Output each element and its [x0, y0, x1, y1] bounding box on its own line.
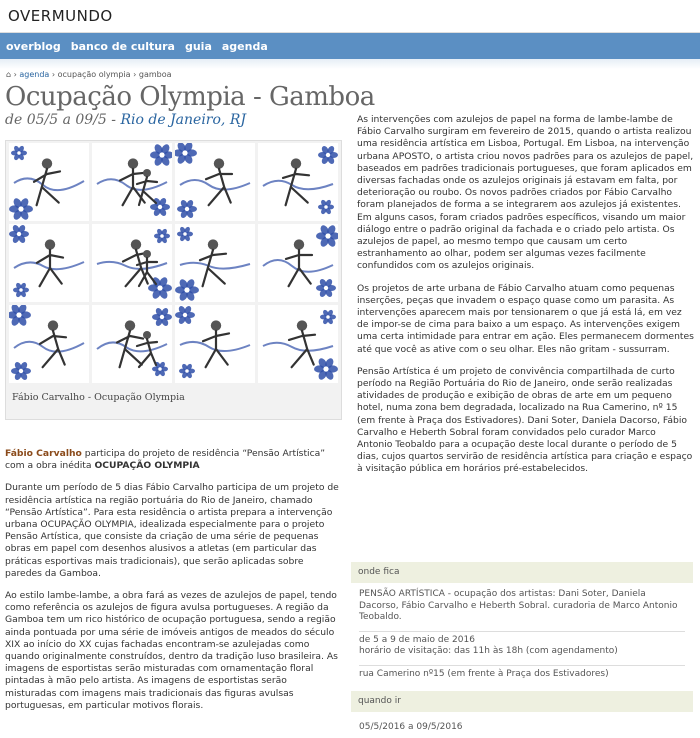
gallery-tile[interactable]: [258, 305, 338, 383]
gallery-tile[interactable]: [92, 305, 172, 383]
nav-agenda[interactable]: agenda: [221, 39, 268, 53]
date-separator: -: [111, 112, 117, 128]
venue-info: PENSÃO ARTÍSTICA - ocupação dos artistas: Dani Soter, Daniela Dacorso, Fábio Carvalho e Heberth Sobral. curadoria de Marco Antonio Teobaldo.: [359, 589, 678, 622]
nav-banco-de-cultura[interactable]: banco de cultura: [70, 39, 175, 53]
nav-overblog[interactable]: overblog: [6, 39, 61, 53]
right-paragraph-3: Pensão Artística é um projeto de convivência compartilhada de curto período na Região Portuária do Rio de Janeiro, onde serão realizadas atividades de produção e exibição de obras de arte em um pequeno hotel, numa zona bem degradada, localizado na Rua Camerino, nº 15 (em frente à Praça dos Estivadores). Dani Soter, Daniela Dacorso, Fábio Carvalho e Heberth Sobral foram convidados pelo curador Marco Antonio Teobaldo para a ocupação deste local durante o período de 5 dias, cujos quartos servirão de residência artística para criação e espaço à visitação pública em horários pré-estabelecidos.: [357, 365, 693, 475]
breadcrumb-gamboa[interactable]: gamboa: [138, 70, 172, 79]
breadcrumb-agenda[interactable]: agenda: [19, 70, 50, 79]
tile-artwork: [9, 224, 89, 302]
event-date-text: de 5 a 9 de maio de 2016: [359, 634, 475, 645]
gallery-tile[interactable]: [9, 224, 89, 302]
address[interactable]: rua Camerino nº15 (em frente à Praça dos Estivadores): [359, 668, 609, 679]
top-bar: [0, 0, 700, 33]
right-paragraph-2: Os projetos de arte urbana de Fábio Carvalho atuam como pequenas inserções, peças que invadem o espaço quase como um parasita. As intervenções aparecem mais por tensionarem o que já está lá, em vez de impor-se de cima para baixo a um espaço. As intervenções exigem uma certa intimidade para entrar em ação. Eles permanecem dormentes até que você as ative com o seu olhar. Eles não gritam - sussurram.: [357, 282, 694, 355]
event-dates: [5, 112, 246, 128]
right-paragraph-1: As intervenções com azulejos de papel na forma de lambe-lambe de Fábio Carvalho surgiram em fevereiro de 2015, quando o artista realizou uma residência artística em Lisboa, Portugal. Em Lisboa, na intervenção urbana APOSTO, o artista criou novos padrões para os azulejos de papel, baseados em padrões tradicionais portugueses, que foram aplicados em diversas fachadas onde os azulejos originais já estavam em falta, por deterioração ou roubo. Os novos padrões criados por Fábio Carvalho foram planejados de forma a se integrarem aos azulejos já existentes. Em alguns casos, foram criados padrões específicos, visando um maior diálogo entre o padrão original da fachada e o criado pelo artista. Os azulejos de papel, ao mesmo tempo que causam um certo estranhamento ao olhar, podem ser algumas vezes facilmente confundidos com os azulejos originais.: [357, 114, 694, 272]
work-title: OCUPAÇÃO OLYMPIA: [94, 460, 200, 472]
gallery-tile[interactable]: [258, 224, 338, 302]
gallery-tile[interactable]: [175, 143, 255, 221]
left-paragraph-1: Durante um período de 5 dias Fábio Carvalho participa de um projeto de residência artística na região portuária do Rio de Janeiro, chamado “Pensão Artística”. Para esta residência o artista prepara a intervenção urbana OCUPAÇÃO OLYMPIA, idealizada especialmente para o projeto Pensão Artística, que consiste da criação de uma série de pequenas obras em papel com desenhos alusivos a atletas (em particular das práticas esportivas mais tradicionais), que serão aplicadas sobre paredes da Gamboa.: [5, 482, 339, 579]
lead-paragraph: [5, 448, 341, 472]
gallery-caption: Fábio Carvalho - Ocupação Olympia: [12, 392, 185, 403]
tile-grid[interactable]: [8, 143, 339, 383]
tile-artwork: [92, 143, 172, 221]
gallery-tile[interactable]: [92, 224, 172, 302]
onde-fica-box: [351, 562, 693, 686]
home-icon[interactable]: ⌂: [6, 70, 12, 79]
gallery-tile[interactable]: [175, 305, 255, 383]
divider: [359, 631, 685, 632]
artist-link[interactable]: Fábio Carvalho: [5, 448, 82, 459]
tile-artwork: [9, 305, 89, 383]
description-left: [5, 448, 341, 722]
tile-artwork: [258, 224, 338, 302]
gallery-tile[interactable]: [9, 305, 89, 383]
quando-ir-heading: quando ir: [351, 691, 693, 712]
tile-artwork: [175, 224, 255, 302]
description-right: [357, 114, 694, 486]
breadcrumb: ⌂ › agenda › ocupação olympia › gamboa: [6, 70, 172, 79]
breadcrumb-ocupacao[interactable]: ocupação olympia: [57, 70, 131, 79]
onde-fica-heading: onde fica: [351, 562, 693, 583]
left-paragraph-2: Ao estilo lambe-lambe, a obra fará as vezes de azulejos de papel, tendo como referência os azulejos de figura avulsa portugueses. A região da Gamboa tem um rico histórico de ocupação portuguesa, sendo a região ainda pontuada por uma série de imóveis antigos de meados do século XIX ao início do XX cujas fachadas encontram-se azulejadas como quando originalmente construídos, dentro da tradição luso brasileira. As imagens de esportistas serão misturadas com ornamentação floral pintadas à mão pelo artista. As imagens de esportistas serão misturadas com imagens mais tradicionais das figuras avulsas portuguesas, em particular motivos florais.: [5, 590, 338, 711]
gallery-tile[interactable]: [92, 143, 172, 221]
city-link[interactable]: Rio de Janeiro, RJ: [120, 112, 246, 128]
tile-artwork: [258, 305, 338, 383]
tile-artwork: [92, 305, 172, 383]
date-range: de 05/5 a 09/5: [5, 112, 107, 128]
lead-text: participa do projeto de residência “Pensão Artística” com a obra inédita: [5, 448, 326, 472]
gallery-tile[interactable]: [258, 143, 338, 221]
nav-guia[interactable]: guia: [184, 39, 212, 53]
tile-artwork: [258, 143, 338, 221]
site-logo[interactable]: OVERMUNDO: [8, 7, 113, 25]
tile-artwork: [175, 305, 255, 383]
main-nav: [0, 33, 700, 59]
image-gallery: [5, 140, 342, 420]
gallery-tile[interactable]: [175, 224, 255, 302]
tile-artwork: [175, 143, 255, 221]
onde-fica-body: [351, 583, 693, 686]
divider: [359, 665, 685, 666]
nav-shadow: [0, 59, 700, 69]
tile-artwork: [9, 143, 89, 221]
tile-artwork: [92, 224, 172, 302]
quando-ir-box: [351, 691, 693, 738]
quando-ir-body: [351, 712, 693, 738]
visiting-hours: horário de visitação: das 11h às 18h (com agendamento): [359, 646, 618, 656]
gallery-tile[interactable]: [9, 143, 89, 221]
quando-ir-range: 05/5/2016 a 09/5/2016: [359, 722, 463, 732]
page-title: Ocupação Olympia - Gamboa: [5, 82, 375, 112]
